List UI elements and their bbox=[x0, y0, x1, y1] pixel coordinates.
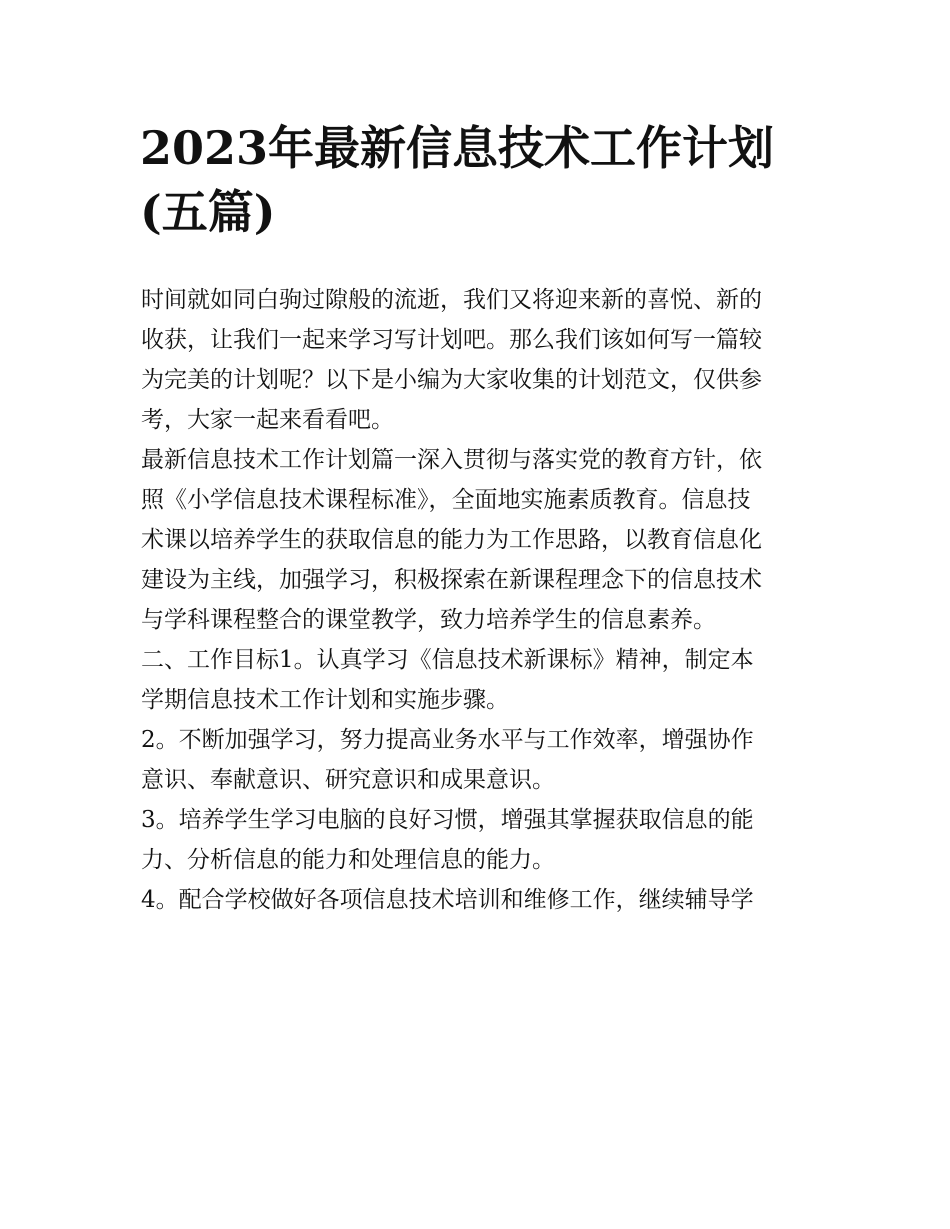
text-line: 照《小学信息技术课程标准》，全面地实施素质教育。信息技 bbox=[141, 487, 751, 513]
text-line: 力、分析信息的能力和处理信息的能力。 bbox=[141, 847, 555, 873]
paragraph-goal-4 bbox=[141, 880, 821, 920]
paragraph-intro bbox=[141, 280, 821, 440]
text-line: 最新信息技术工作计划篇一深入贯彻与落实党的教育方针，依 bbox=[141, 447, 762, 473]
title-line: 2023年最新信息技术工作计划 bbox=[140, 121, 775, 175]
text-line: 收获，让我们一起来学习写计划吧。那么我们该如何写一篇较 bbox=[141, 327, 762, 353]
text-line: 建设为主线，加强学习，积极探索在新课程理念下的信息技术 bbox=[141, 567, 762, 593]
text-line: 为完美的计划呢？以下是小编为大家收集的计划范文，仅供参 bbox=[141, 367, 762, 393]
paragraph-goal-2 bbox=[141, 720, 821, 800]
text-line: 时间就如同白驹过隙般的流逝，我们又将迎来新的喜悦、新的 bbox=[141, 287, 762, 313]
text-line: 学期信息技术工作计划和实施步骤。 bbox=[141, 687, 509, 713]
text-line: 2。不断加强学习，努力提高业务水平与工作效率，增强协作 bbox=[141, 727, 754, 753]
paragraph-goal-1 bbox=[141, 640, 821, 720]
text-line: 3。培养学生学习电脑的良好习惯，增强其掌握获取信息的能 bbox=[141, 807, 754, 833]
text-line: 术课以培养学生的获取信息的能力为工作思路，以教育信息化 bbox=[141, 527, 762, 553]
text-line: 4。配合学校做好各项信息技术培训和维修工作，继续辅导学 bbox=[141, 887, 754, 913]
paragraph-goal-3 bbox=[141, 800, 821, 880]
text-line: 考，大家一起来看看吧。 bbox=[141, 407, 394, 433]
text-line: 与学科课程整合的课堂教学，致力培养学生的信息素养。 bbox=[141, 607, 716, 633]
document-title bbox=[140, 116, 820, 244]
paragraph-section-one bbox=[141, 440, 821, 640]
document-body bbox=[141, 280, 821, 920]
text-line: 二、工作目标1。认真学习《信息技术新课标》精神，制定本 bbox=[141, 647, 754, 673]
text-line: 意识、奉献意识、研究意识和成果意识。 bbox=[141, 767, 555, 793]
title-line: (五篇) bbox=[140, 185, 276, 239]
